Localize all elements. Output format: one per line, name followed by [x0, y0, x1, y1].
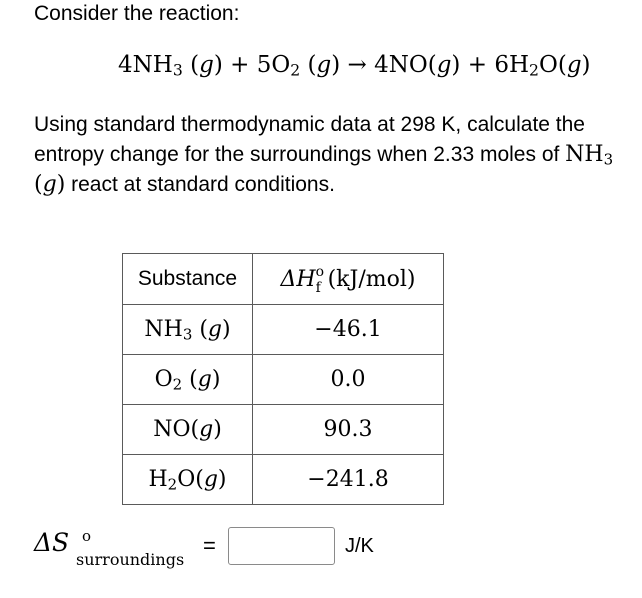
header-substance: Substance: [123, 254, 253, 305]
delta-s-label: ΔS: [34, 528, 70, 557]
table-row: [123, 305, 444, 355]
reaction-equation: [118, 52, 591, 78]
product-no: 4NO(g): [374, 52, 461, 78]
intro-text: Consider the reaction:: [34, 2, 240, 25]
substance-cell: NO(g): [123, 405, 253, 455]
unit-label: J/K: [345, 535, 374, 557]
reaction-arrow: →: [347, 52, 367, 78]
reactant-o2: $5O_2$ (g): [256, 52, 341, 80]
answer-input[interactable]: [228, 527, 335, 565]
enthalpy-value: −46.1: [253, 305, 444, 355]
species-nh3: $NH_3$ (g): [34, 142, 614, 197]
table-row: [123, 355, 444, 405]
substance-cell: $NH_3$ (g): [123, 305, 253, 355]
question-prompt: Using standard thermodynamic data at 298 K, calculate the entropy change for the surroundings when 2.33 moles of $NH_3$ (g) react at standard conditions.: [34, 113, 614, 197]
reactant-nh3: $4NH_3$ (g): [118, 52, 223, 80]
table-header-row: [123, 254, 444, 305]
delta-s-subscript: surroundings: [76, 550, 185, 569]
table-row: [123, 455, 444, 505]
enthalpy-value: −241.8: [253, 455, 444, 505]
plus-sign: +: [230, 52, 250, 78]
substance-cell: $O_2$ (g): [123, 355, 253, 405]
table-row: [123, 405, 444, 455]
product-h2o: $6H_2O(g)$: [494, 52, 591, 80]
enthalpy-value: 90.3: [253, 405, 444, 455]
plus-sign: +: [467, 52, 487, 78]
equals-sign: =: [203, 533, 216, 558]
substance-cell: $H_2O(g)$: [123, 455, 253, 505]
delta-s-superscript: o: [82, 527, 92, 545]
enthalpy-value: 0.0: [253, 355, 444, 405]
enthalpy-table: [122, 253, 444, 505]
header-enthalpy: ΔH o f (kJ/mol): [253, 254, 444, 305]
